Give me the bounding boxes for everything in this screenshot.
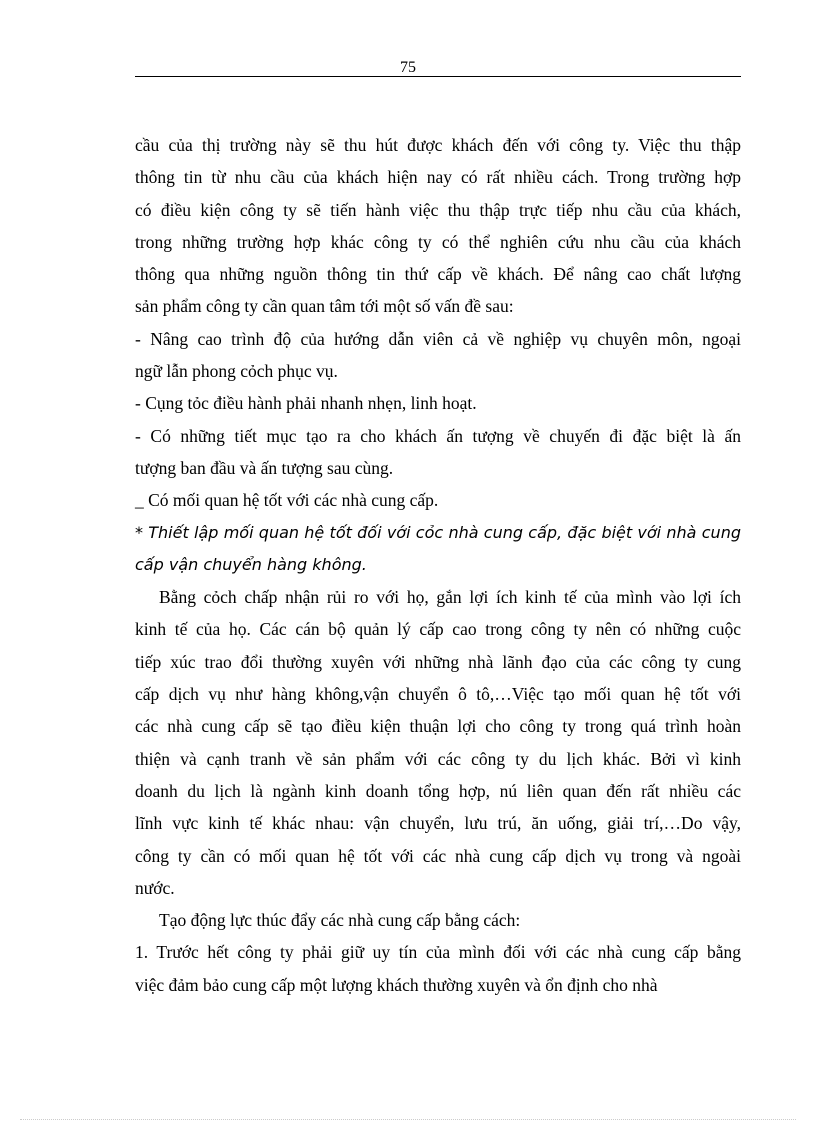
bullet-item: - Có những tiết mục tạo ra cho khách ấn tượng về chuyến đi đặc biệt là ấn bbox=[135, 425, 741, 446]
text-line: sản phẩm công ty cần quan tâm tới một số vấn đề sau: bbox=[135, 296, 514, 317]
bullet-item: - Nâng cao trình độ của hướng dẫn viên cả về nghiệp vụ chuyên môn, ngoại bbox=[135, 328, 741, 349]
text-line: tượng ban đầu và ấn tượng sau cùng. bbox=[135, 457, 394, 478]
text-line: ngữ lẫn phong cỏch phục vụ. bbox=[135, 361, 338, 382]
paragraph-start: Bằng cỏch chấp nhận rủi ro với họ, gắn lợi ích kinh tế của mình vào lợi ích bbox=[159, 587, 741, 608]
italic-heading: * Thiết lập mối quan hệ tốt đối với cỏc nhà cung cấp, đặc biệt với nhà cung bbox=[135, 522, 741, 542]
page-number: 75 bbox=[400, 59, 416, 76]
text-line: có điều kiện công ty sẽ tiến hành việc thu thập trực tiếp nhu cầu của khách, bbox=[135, 199, 741, 220]
text-line: cầu của thị trường này sẽ thu hút được khách đến với công ty. Việc thu thập bbox=[135, 135, 741, 155]
text-line: công ty cần có mối quan hệ tốt với các nhà cung cấp dịch vụ trong và ngoài bbox=[135, 845, 741, 866]
header-rule bbox=[135, 76, 741, 77]
text-line: các nhà cung cấp sẽ tạo điều kiện thuận lợi cho công ty trong quá trình hoàn bbox=[135, 716, 741, 737]
italic-heading: cấp vận chuyển hàng không. bbox=[135, 554, 367, 574]
text-line: doanh du lịch là ngành kinh doanh tổng hợp, nú liên quan đến rất nhiều các bbox=[135, 780, 741, 801]
text-line: tiếp xúc trao đổi thường xuyên với những nhà lãnh đạo của các công ty cung bbox=[135, 651, 741, 672]
bullet-item: _ Có mối quan hệ tốt với các nhà cung cấp. bbox=[135, 490, 439, 511]
document-body bbox=[135, 129, 741, 1001]
footer-divider bbox=[20, 1119, 796, 1120]
text-line: cấp dịch vụ như hàng không,vận chuyển ô tô,…Việc tạo mối quan hệ tốt với bbox=[135, 684, 741, 705]
text-line: trong những trường hợp khác công ty có thể nghiên cứu nhu cầu của khách bbox=[135, 231, 741, 252]
text-line: thông tin từ nhu cầu của khách hiện nay có rất nhiều cách. Trong trường hợp bbox=[135, 167, 741, 188]
text-line: việc đảm bảo cung cấp một lượng khách thường xuyên và ổn định cho nhà bbox=[135, 974, 658, 995]
text-line: lĩnh vực kinh tế khác nhau: vận chuyển, lưu trú, ăn uống, giải trí,…Do vậy, bbox=[135, 813, 741, 834]
paragraph-start: Tạo động lực thúc đẩy các nhà cung cấp bằng cách: bbox=[159, 910, 521, 931]
text-line: thông qua những nguồn thông tin thứ cấp về khách. Để nâng cao chất lượng bbox=[135, 264, 741, 285]
text-line: thiện và cạnh tranh về sản phẩm với các công ty du lịch khác. Bởi vì kinh bbox=[135, 748, 741, 769]
numbered-item: 1. Trước hết công ty phải giữ uy tín của mình đối với các nhà cung cấp bằng bbox=[135, 942, 741, 963]
text-line: kinh tế của họ. Các cán bộ quản lý cấp cao trong công ty nên có những cuộc bbox=[135, 619, 741, 640]
bullet-item: - Cụng tỏc điều hành phải nhanh nhẹn, linh hoạt. bbox=[135, 393, 477, 414]
text-line: nước. bbox=[135, 877, 175, 898]
